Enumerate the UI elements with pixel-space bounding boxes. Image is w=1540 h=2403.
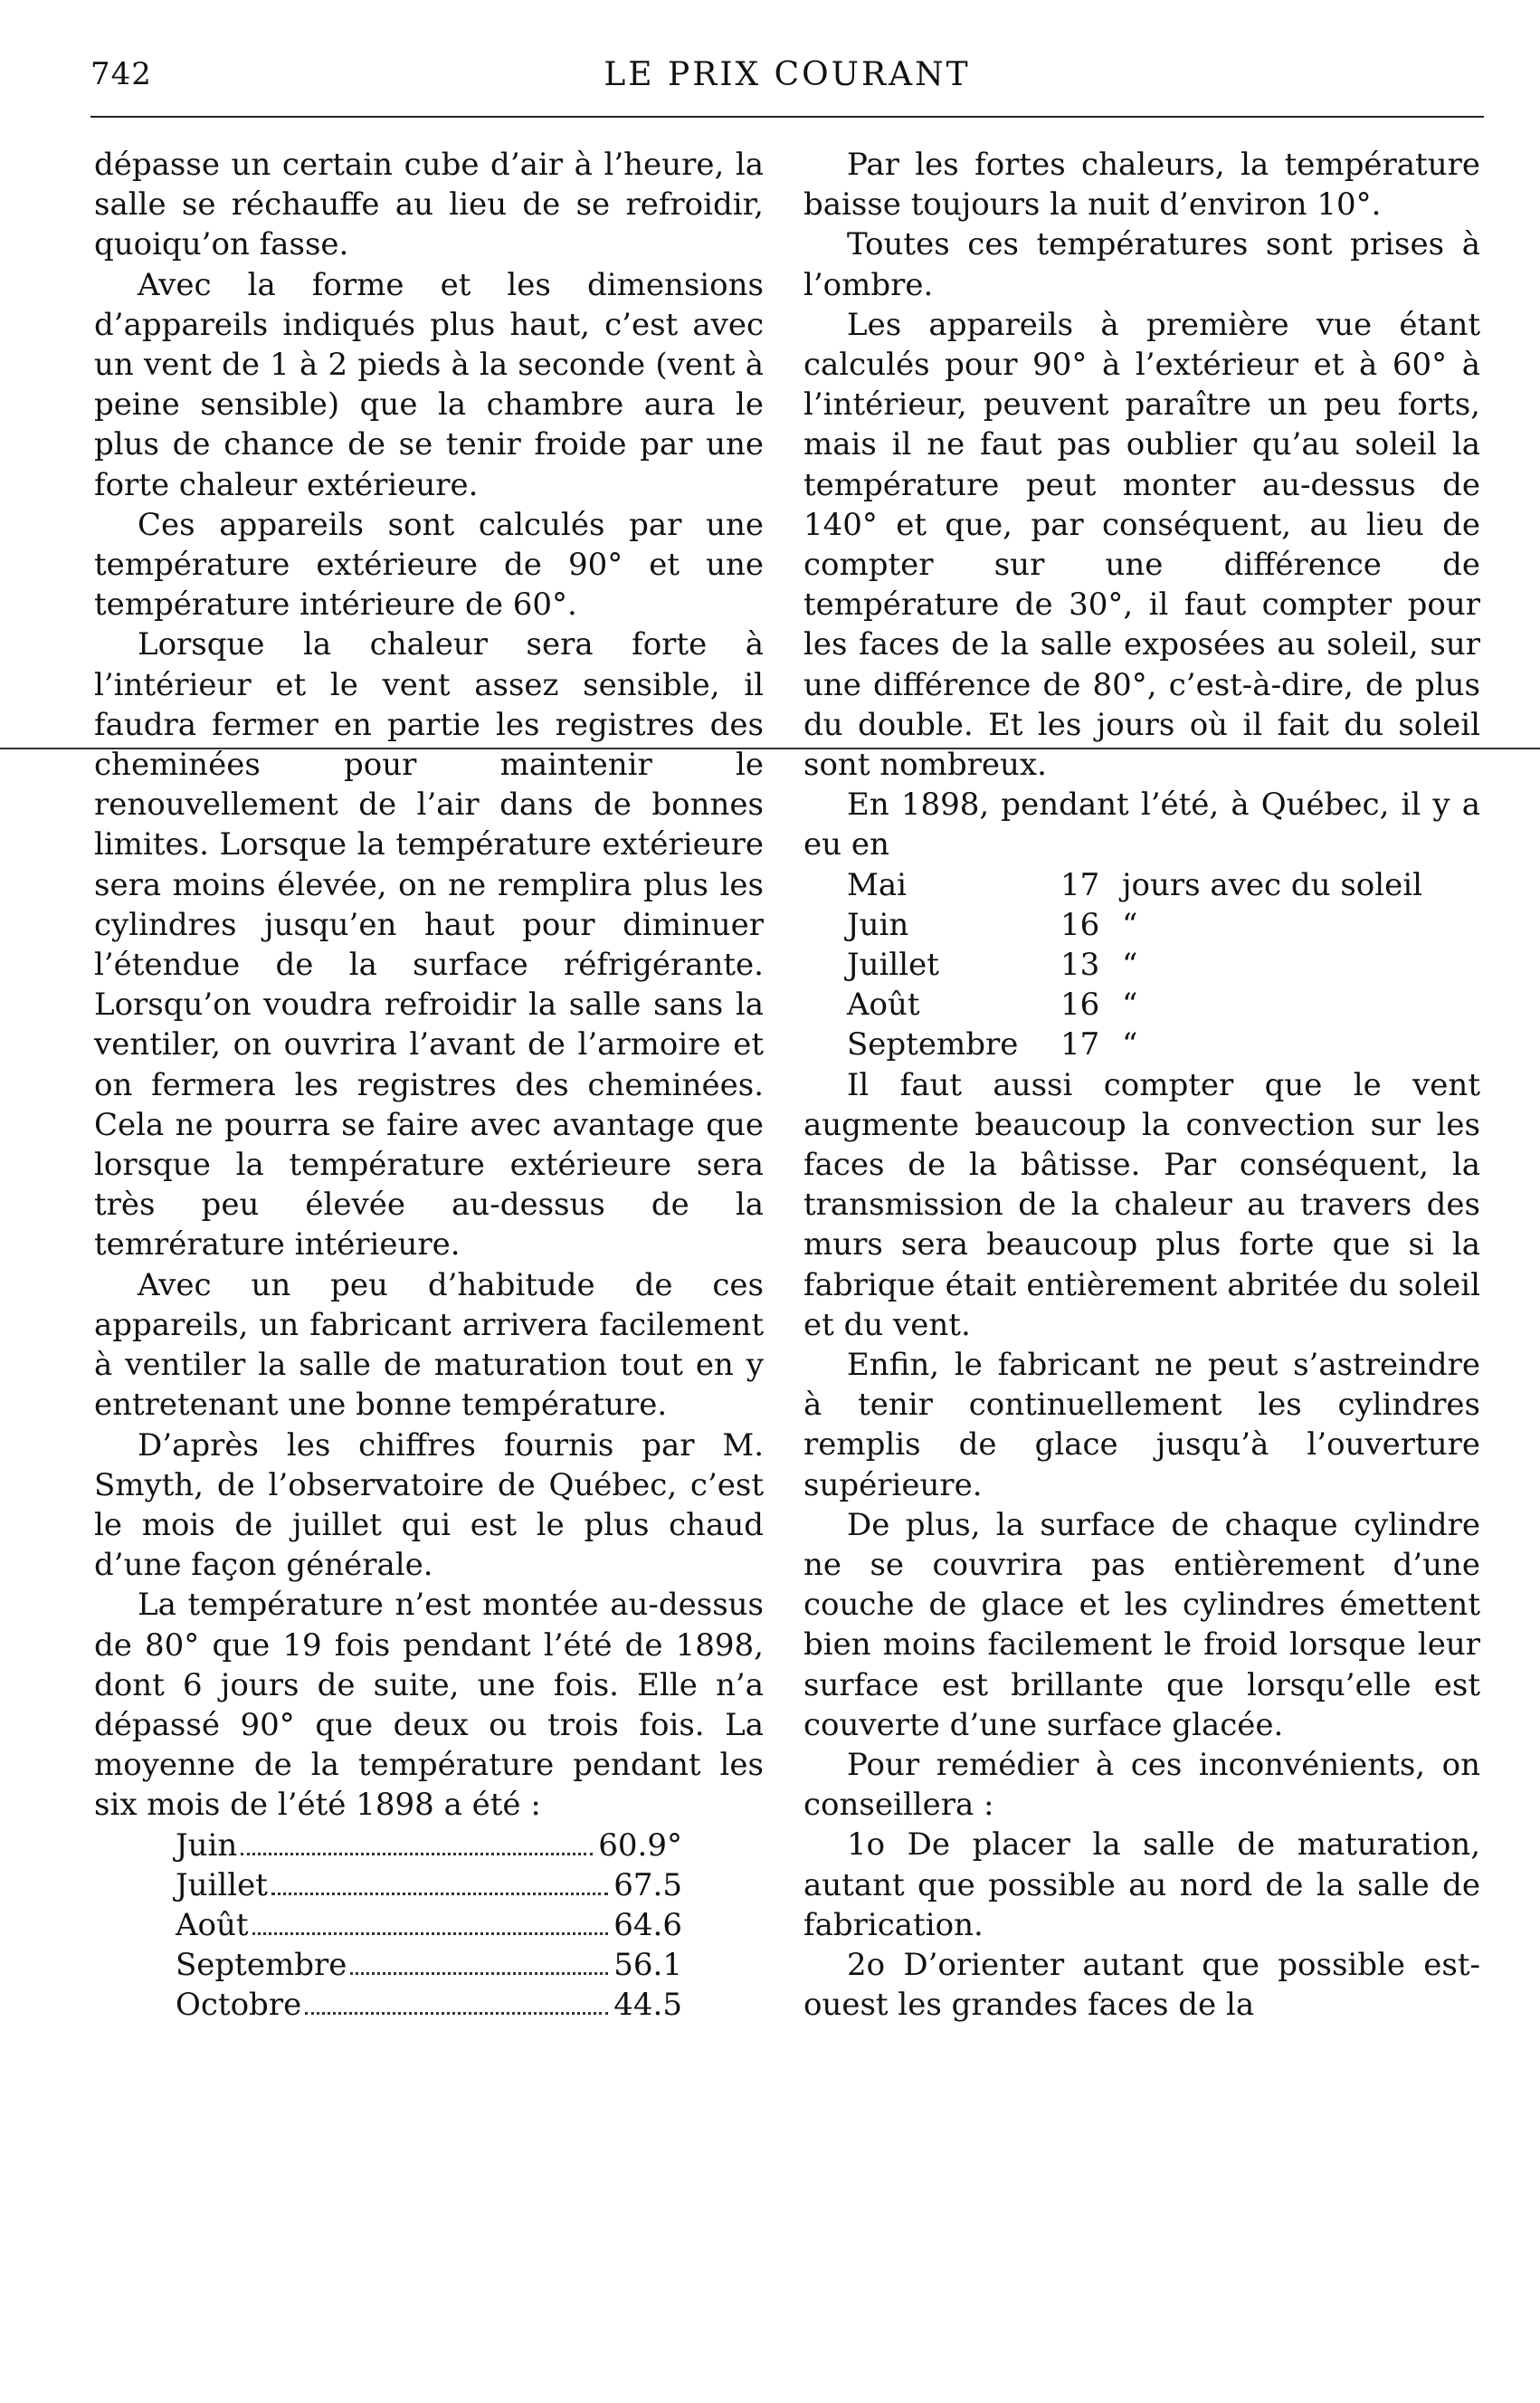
temperature-month: Septembre xyxy=(176,1947,347,1984)
temperature-value: 60.9° xyxy=(598,1826,682,1864)
temperature-row xyxy=(176,1945,682,1985)
paragraph: 2o D’orienter autant que possible est-ouest les grandes faces de la xyxy=(803,1947,1480,2024)
leader-dots xyxy=(305,2012,608,2015)
sun-days-count: 17 xyxy=(1060,866,1100,903)
right-column xyxy=(803,145,1480,2025)
paragraph: Par les fortes chaleurs, la température baisse toujours la nuit d’environ 10°. xyxy=(803,147,1480,224)
temperature-table xyxy=(176,1826,682,2026)
sun-month: Août xyxy=(847,987,920,1024)
paragraph: La température n’est montée au-dessus de 80° que 19 fois pendant l’été de 1898, dont 6 jours de suite, une fois. Elle n’a dépassé 90° que deux ou trois fois. La moyenne de la température pendant les six mois de l’été 1898 a été : xyxy=(94,1587,764,1824)
sun-days-count: 16 xyxy=(1060,987,1100,1024)
paragraph: dépasse un certain cube d’air à l’heure, la salle se réchauffe au lieu de se refroidir, quoiqu’on fasse. xyxy=(94,147,764,263)
leader-dots xyxy=(350,1972,608,1975)
paragraph: Il faut aussi compter que le vent augmente beaucoup la convection sur les faces de la bâtisse. Par conséquent, la transmission de la chaleur au travers des murs sera beaucoup plus forte que si la fabrique était entièrement abritée du soleil et du vent. xyxy=(803,1066,1480,1343)
sun-days-table xyxy=(847,865,1480,1065)
sun-days-count: 17 xyxy=(1060,1026,1100,1063)
paragraph: Enfin, le fabricant ne peut s’astreindre à tenir continuellement les cylindres remplis de glace jusqu’à l’ouverture supérieure. xyxy=(803,1347,1480,1503)
leader-dots xyxy=(252,1932,609,1935)
sun-days-count: 13 xyxy=(1060,947,1100,984)
sun-month: Juin xyxy=(847,906,909,943)
temperature-month: Juin xyxy=(176,1826,238,1864)
sun-month: Septembre xyxy=(847,1026,1019,1063)
running-title: LE PRIX COURANT xyxy=(604,56,971,93)
paragraph: Avec la forme et les dimensions d’appareils indiqués plus haut, c’est avec un vent de 1 à 2 pieds à la seconde (vent à peine sensible) que la chambre aura le plus de chance de se tenir froide par une forte chaleur extérieure. xyxy=(94,266,764,503)
paragraph: Pour remédier à ces inconvénients, on conseillera : xyxy=(803,1747,1480,1824)
paragraph: Toutes ces températures sont prises à l’ombre. xyxy=(803,226,1480,303)
temperature-row xyxy=(176,1905,682,1945)
header-rule xyxy=(90,116,1484,118)
temperature-value: 64.6 xyxy=(613,1906,682,1943)
paragraph: Avec un peu d’habitude de ces appareils, un fabricant arrivera facilement à ventiler la salle de maturation tout en y entretenant une bonne température. xyxy=(94,1266,764,1424)
ditto-mark: “ xyxy=(1122,947,1138,984)
ditto-mark: “ xyxy=(1122,1026,1138,1063)
sun-days-row xyxy=(847,945,1480,985)
temperature-value: 67.5 xyxy=(613,1866,682,1903)
temperature-value: 56.1 xyxy=(613,1947,682,1984)
sun-days-row xyxy=(847,1025,1480,1064)
temperature-row xyxy=(176,1826,682,1865)
page-number: 742 xyxy=(90,56,152,92)
temperature-row xyxy=(176,1865,682,1905)
temperature-month: Août xyxy=(176,1906,249,1943)
sun-days-label: jours avec du soleil xyxy=(1122,866,1422,903)
paragraph: D’après les chiffres fournis par M. Smyth, de l’observatoire de Québec, c’est le mois de juillet qui est le plus chaud d’une façon générale. xyxy=(94,1426,764,1584)
leader-dots xyxy=(241,1853,593,1855)
paragraph: 1o De placer la salle de maturation, autant que possible au nord de la salle de fabrication. xyxy=(803,1826,1480,1943)
sun-month: Mai xyxy=(847,866,907,903)
paragraph: De plus, la surface de chaque cylindre ne se couvrira pas entièrement d’une couche de glace et les cylindres émettent bien moins facilement le froid lorsque leur surface est brillante que lorsqu’elle est couverte d’une surface glacée. xyxy=(803,1506,1480,1743)
sun-days-row xyxy=(847,865,1480,905)
sun-days-row xyxy=(847,985,1480,1025)
paragraph: Les appareils à première vue étant calculés pour 90° à l’extérieur et à 60° à l’intérieur, peuvent paraître un peu forts, mais il ne faut pas oublier qu’au soleil la température peut monter au-dessus de 140° et que, par conséquent, au lieu de compter sur une différence de température de 30°, il faut compter pour les faces de la salle exposées au soleil, sur une différence de 80°, c’est-à-dire, de plus du double. Et les jours où il fait du soleil sont nombreux. xyxy=(803,306,1480,784)
left-column xyxy=(94,145,764,2025)
temperature-month: Octobre xyxy=(176,1987,302,2024)
sun-month: Juillet xyxy=(847,947,939,984)
paragraph: En 1898, pendant l’été, à Québec, il y a eu en xyxy=(803,787,1480,863)
temperature-value: 44.5 xyxy=(613,1987,682,2024)
page-header xyxy=(90,56,1484,110)
temperature-row xyxy=(176,1985,682,2025)
sun-days-count: 16 xyxy=(1060,906,1100,943)
paragraph: Ces appareils sont calculés par une température extérieure de 90° et une température intérieure de 60°. xyxy=(94,506,764,624)
paragraph: Lorsque la chaleur sera forte à l’intérieur et le vent assez sensible, il faudra fermer en partie les registres des cheminées pour maintenir le renouvellement de l’air dans de bonnes limites. Lorsque la température extérieure sera moins élevée, on ne remplira plus les cylindres jusqu’en haut pour diminuer l’étendue de la surface réfrigérante. Lorsqu’on voudra refroidir la salle sans la ventiler, on ouvrira l’avant de l’armoire et on fermera les registres des cheminées. Cela ne pourra se faire avec avantage que lorsque la température extérieure sera très peu élevée au-dessus de la temrérature intérieure. xyxy=(94,626,764,1263)
sun-days-row xyxy=(847,905,1480,945)
leader-dots xyxy=(271,1893,608,1895)
ditto-mark: “ xyxy=(1122,987,1138,1024)
temperature-month: Juillet xyxy=(176,1866,268,1903)
ditto-mark: “ xyxy=(1122,906,1138,943)
